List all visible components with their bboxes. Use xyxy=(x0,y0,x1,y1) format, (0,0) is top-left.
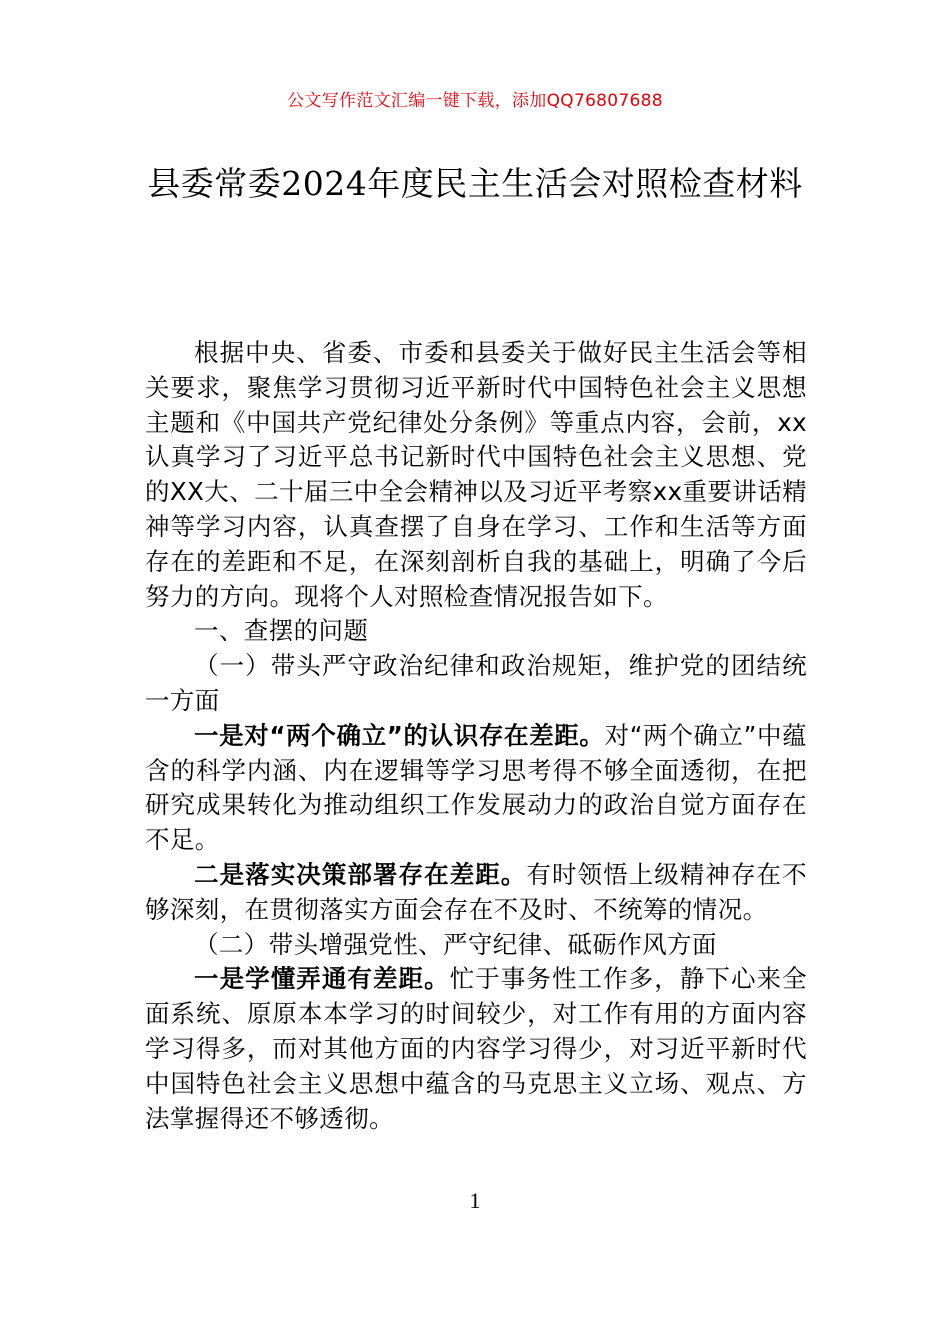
document-body xyxy=(145,336,807,1136)
section-heading: 一、查摆的问题 xyxy=(194,616,369,646)
problem-item-text: 忙于事务性工作多，静下心来全面系统、原原本本学习的时间较少，对工作有用的方面内容学习得多，而对其他方面的内容学习得少，对习近平新时代中国特色社会主义思想中蕴含的马克思主义立场、观点、方法掌握得还不够透彻。 xyxy=(145,964,808,1133)
problem-item-title: 二是落实决策部署存在差距。 xyxy=(194,859,527,889)
subsection-heading: （一）带头严守政治纪律和政治规矩，维护党的团结统一方面 xyxy=(145,651,807,715)
problem-item xyxy=(145,858,807,928)
problem-item-text: 有时领悟上级精神存在不够深刻，在贯彻落实方面会存在不及时、不统筹的情况。 xyxy=(145,859,807,924)
problem-item xyxy=(145,719,807,858)
page-number: 1 xyxy=(469,1188,481,1213)
problem-item-title: 一是对“两个确立”的认识存在差距。 xyxy=(194,720,605,750)
intro-paragraph: 根据中央、省委、市委和县委关于做好民主生活会等相关要求，聚焦学习贯彻习近平新时代中国特色社会主义思想主题和《中国共产党纪律处分条例》等重点内容，会前，xx认真学习了习近平总书记新时代中国特色社会主义思想、党的XX大、二十届三中全会精神以及习近平考察xx重要讲话精神等学习内容，认真查摆了自身在学习、工作和生活等方面存在的差距和不足，在深刻剖析自我的基础上，明确了今后努力的方向。现将个人对照检查情况报告如下。 xyxy=(145,338,807,611)
problem-item-title: 一是学懂弄通有差距。 xyxy=(194,964,450,994)
problem-item-text: 对“两个确立”中蕴含的科学内涵、内在逻辑等学习思考得不够全面透彻，在把研究成果转化为推动组织工作发展动力的政治自觉方面存在不足。 xyxy=(145,720,807,855)
watermark-banner: 公文写作范文汇编一键下载，添加QQ76807688 xyxy=(287,91,663,111)
subsection-heading: （二）带头增强党性、严守纪律、砥砺作风方面 xyxy=(194,929,717,959)
problem-item xyxy=(145,962,807,1136)
document-title: 县委常委2024年度民主生活会对照检查材料 xyxy=(147,164,803,203)
